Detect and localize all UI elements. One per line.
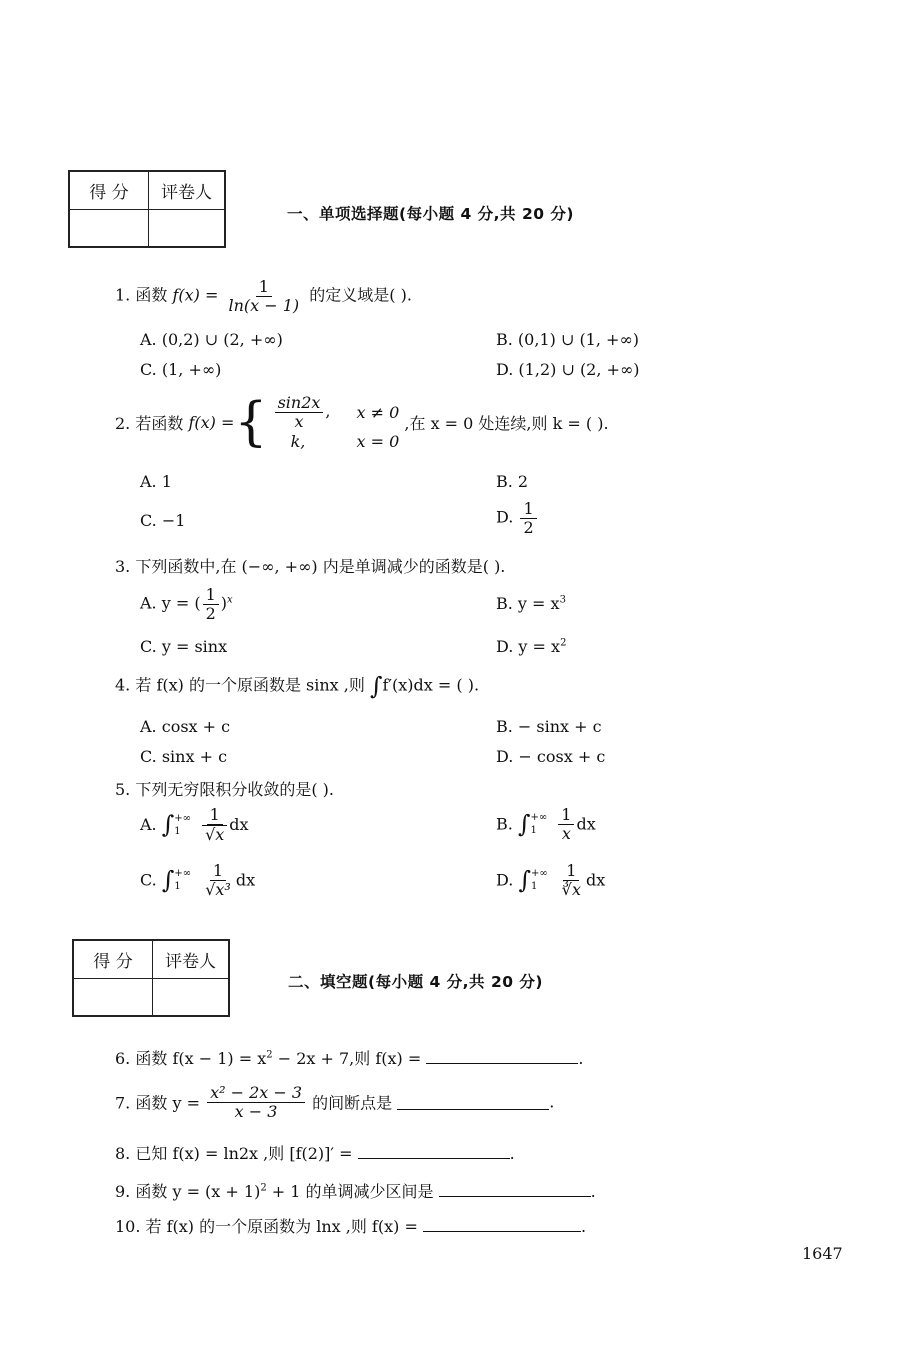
q3-option-d[interactable]: D. $y = x^2$ — [496, 637, 567, 656]
q9-answer-blank[interactable] — [439, 1182, 591, 1197]
q5-option-a[interactable]: A. ∫ +∞ 1 $\frac{1}{√x}$ dx — [140, 805, 249, 844]
q4-option-a[interactable]: A. cosx + c — [140, 717, 231, 736]
q8-stem: 8. 已知 f(x) = ln2x ,则 [f(2)]′ = . — [115, 1144, 515, 1163]
q5-option-d[interactable]: D. ∫ +∞ 1 $\frac{1}{∛x}$ dx — [496, 861, 606, 899]
score-header: 得 分 — [69, 171, 149, 209]
q1-option-b[interactable]: B. (0,1) ∪ (1, +∞) — [496, 330, 640, 349]
q3-option-a[interactable]: A. y = ( $\frac{1}{2}$ )$^x$ — [140, 585, 233, 623]
score-header: 得 分 — [73, 940, 153, 978]
q4-option-b[interactable]: B. − sinx + c — [496, 717, 602, 736]
q2-option-c[interactable]: C. −1 — [140, 511, 186, 530]
q2-option-a[interactable]: A. 1 — [140, 472, 172, 491]
q6-stem: 6. 函数 $f(x - 1) = x^2 - 2x + 7$,则 f(x) = . — [115, 1049, 584, 1068]
q2-option-b[interactable]: B. 2 — [496, 472, 529, 491]
score-cell[interactable] — [73, 978, 153, 1016]
q2-option-d[interactable]: D. $\frac{1}{2}$ — [496, 500, 539, 536]
grader-cell[interactable] — [153, 978, 230, 1016]
q3-option-c[interactable]: C. y = sinx — [140, 637, 228, 656]
q1-stem: 1. 函数 f(x) = $\frac{1}{\ln(x - 1)}$ 的定义域是( ). — [115, 277, 412, 315]
grader-header: 评卷人 — [149, 171, 226, 209]
q3-option-b[interactable]: B. $y = x^3$ — [496, 594, 566, 613]
grader-header: 评卷人 — [153, 940, 230, 978]
grader-cell[interactable] — [149, 209, 226, 247]
q7-answer-blank[interactable] — [397, 1095, 549, 1110]
q1-option-d[interactable]: D. (1,2) ∪ (2, +∞) — [496, 360, 640, 379]
q5-stem: 5. 下列无穷限积分收敛的是( ). — [115, 780, 335, 799]
q6-answer-blank[interactable] — [426, 1049, 578, 1064]
q4-option-c[interactable]: C. sinx + c — [140, 747, 228, 766]
section1-title: 一、单项选择题(每小题 4 分,共 20 分) — [287, 205, 574, 223]
q10-stem: 10. 若 f(x) 的一个原函数为 lnx ,则 f(x) = . — [115, 1217, 587, 1236]
q10-answer-blank[interactable] — [423, 1217, 581, 1232]
score-table-1 — [68, 170, 226, 248]
q5-option-b[interactable]: B. ∫ +∞ 1 $\frac{1}{x}$ dx — [496, 805, 596, 843]
section2-title: 二、填空题(每小题 4 分,共 20 分) — [288, 973, 543, 991]
page-number: 1647 — [802, 1244, 843, 1263]
q3-stem: 3. 下列函数中,在 (−∞, +∞) 内是单调减少的函数是( ). — [115, 557, 506, 576]
q8-answer-blank[interactable] — [358, 1144, 510, 1159]
q5-option-c[interactable]: C. ∫ +∞ 1 $\frac{1}{\text{√x³}}$ dx — [140, 861, 256, 899]
q7-stem: 7. 函数 y = $\frac{\text{x² − 2x − 3}}{x - 3}$ 的间断点是 . — [115, 1083, 555, 1121]
q1-option-a[interactable]: A. (0,2) ∪ (2, +∞) — [140, 330, 283, 349]
q1-option-c[interactable]: C. (1, +∞) — [140, 360, 222, 379]
score-table-2 — [72, 939, 230, 1017]
q4-option-d[interactable]: D. − cosx + c — [496, 747, 606, 766]
score-cell[interactable] — [69, 209, 149, 247]
q9-stem: 9. 函数 $y = (x + 1)^2 + 1$ 的单调减少区间是 . — [115, 1182, 596, 1201]
q4-stem: 4. 若 f(x) 的一个原函数是 sinx ,则 ∫f′(x)dx = ( ). — [115, 672, 480, 700]
q2-stem: 2. 若函数 f(x) ={ $\frac{\sin 2x}{x}$ , x ≠ 0 k, x = 0 ,在 x = 0 处连续,则 k = ( ). — [115, 392, 609, 453]
